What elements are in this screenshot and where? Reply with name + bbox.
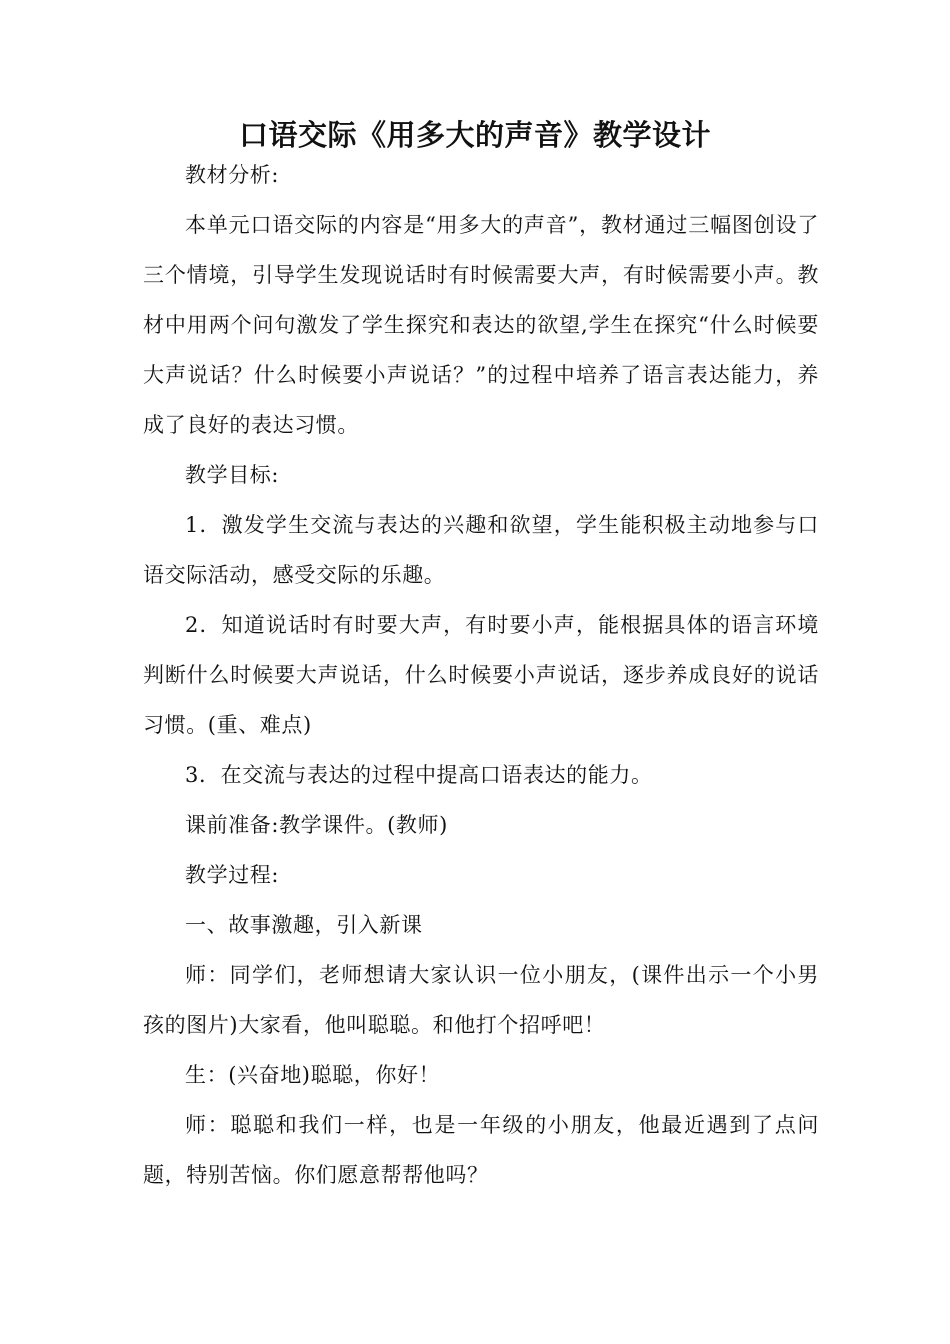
goal-item-1: 1．激发学生交流与表达的兴趣和欲望，学生能积极主动地参与口语交际活动，感受交际的乐趣。 <box>143 513 819 587</box>
dialogue-teacher-1: 师：同学们，老师想请大家认识一位小朋友，(课件出示一个小男孩的图片)大家看，他叫聪聪。和他打个招呼吧！ <box>143 963 819 1037</box>
section-heading-teaching-goals: 教学目标: <box>185 463 280 487</box>
preparation-line: 课前准备:教学课件。(教师) <box>185 813 448 837</box>
section-heading-material-analysis: 教材分析: <box>185 163 280 187</box>
paragraph-material-analysis: 本单元口语交际的内容是“用多大的声音”，教材通过三幅图创设了三个情境，引导学生发现说话时有时候需要大声，有时候需要小声。教材中用两个问句激发了学生探究和表达的欲望,学生在探究“什么时候要大声说话？什么时候要小声说话？”的过程中培养了语言表达能力，养成了良好的表达习惯。 <box>143 213 819 437</box>
document-body <box>143 150 819 1200</box>
section-heading-teaching-process: 教学过程: <box>185 863 280 887</box>
goal-item-3: 3．在交流与表达的过程中提高口语表达的能力。 <box>185 763 653 787</box>
dialogue-student-1: 生：(兴奋地)聪聪，你好！ <box>185 1063 441 1087</box>
document-title: 口语交际《用多大的声音》教学设计 <box>238 118 711 153</box>
goal-item-2: 2．知道说话时有时要大声，有时要小声，能根据具体的语言环境判断什么时候要大声说话，什么时候要小声说话，逐步养成良好的说话习惯。(重、难点) <box>143 613 819 737</box>
dialogue-teacher-2: 师：聪聪和我们一样，也是一年级的小朋友，他最近遇到了点问题，特别苦恼。你们愿意帮帮他吗？ <box>143 1113 819 1187</box>
process-step-1-heading: 一、故事激趣，引入新课 <box>185 913 423 937</box>
